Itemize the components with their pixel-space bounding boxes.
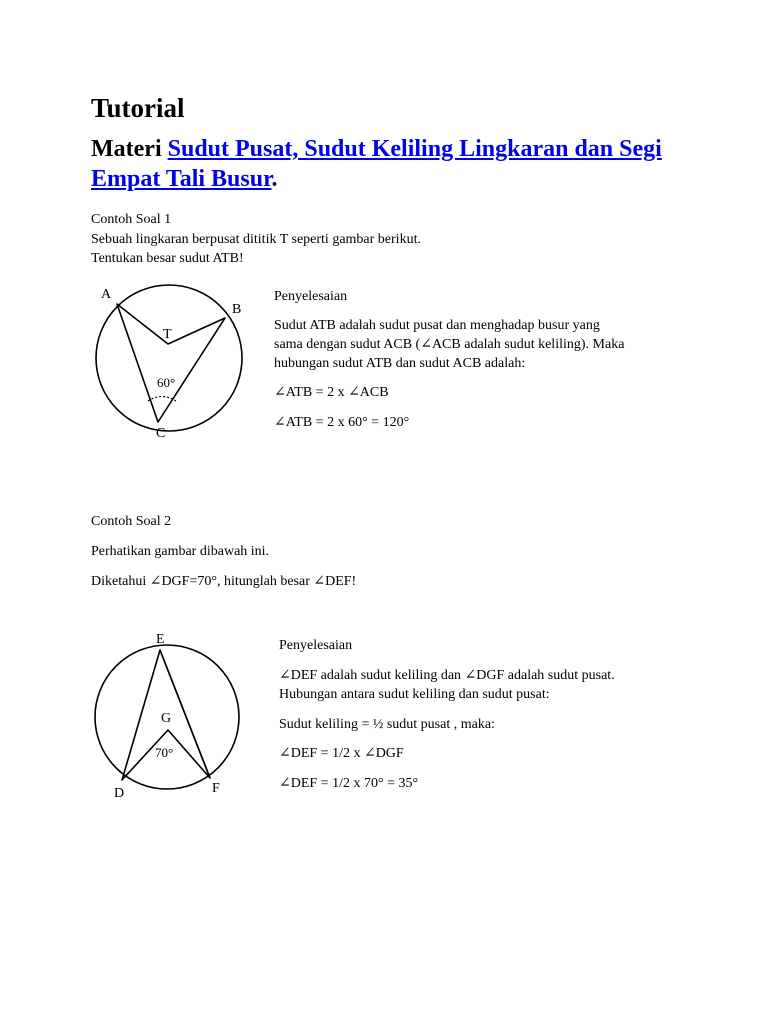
soal2-label: Contoh Soal 2 (91, 514, 172, 529)
soal2-line1: Perhatikan gambar dibawah ini. (91, 544, 270, 559)
quadrilateral-atbc (117, 304, 225, 422)
label-b: B (232, 302, 242, 317)
solution1-eq2: ∠ATB = 2 x 60° = 120° (274, 415, 410, 430)
solution1-line1: Sudut ATB adalah sudut pusat dan menghadap busur yang (274, 318, 600, 333)
solution1-line3: hubungan sudut ATB dan sudut ACB adalah: (274, 356, 526, 371)
heading-prefix: Materi (91, 136, 168, 162)
circle-figure-2 (95, 632, 239, 801)
soal1-label: Contoh Soal 1 (91, 212, 172, 227)
label-e: E (156, 632, 165, 647)
angle-label-60: 60° (157, 375, 176, 390)
solution2-eq1: Sudut keliling = ½ sudut pusat , maka: (279, 717, 495, 732)
label-c: C (156, 426, 166, 441)
label-g: G (161, 711, 172, 726)
page-title: Tutorial (91, 93, 185, 123)
solution1-line2: sama dengan sudut ACB (∠ACB adalah sudut keliling). Maka (274, 337, 625, 352)
solution2-eq3: ∠DEF = 1/2 x 70° = 35° (279, 776, 419, 791)
solution1-label: Penyelesaian (274, 289, 348, 304)
label-d: D (114, 786, 125, 801)
solution2-line1: ∠DEF adalah sudut keliling dan ∠DGF adalah sudut pusat. (279, 668, 615, 683)
label-f: F (212, 781, 220, 796)
heading-suffix: . (271, 166, 278, 192)
soal2-line2: Diketahui ∠DGF=70°, hitunglah besar ∠DEF! (91, 574, 357, 589)
solution2-eq2: ∠DEF = 1/2 x ∠DGF (279, 746, 404, 761)
label-a: A (101, 287, 112, 302)
label-t: T (163, 327, 172, 342)
solution2-line2: Hubungan antara sudut keliling dan sudut pusat: (279, 687, 550, 702)
soal1-line2: Tentukan besar sudut ATB! (91, 251, 244, 266)
solution1-eq1: ∠ATB = 2 x ∠ACB (274, 385, 389, 400)
circle-figure-1 (96, 285, 242, 441)
soal1-line1: Sebuah lingkaran berpusat dititik T seperti gambar berikut. (91, 232, 421, 247)
topic-link[interactable]: Sudut Pusat, Sudut Keliling Lingkaran dan Segi Empat Tali Busur (91, 136, 662, 192)
angle-label-70: 70° (155, 745, 174, 760)
solution2-label: Penyelesaian (279, 638, 353, 653)
